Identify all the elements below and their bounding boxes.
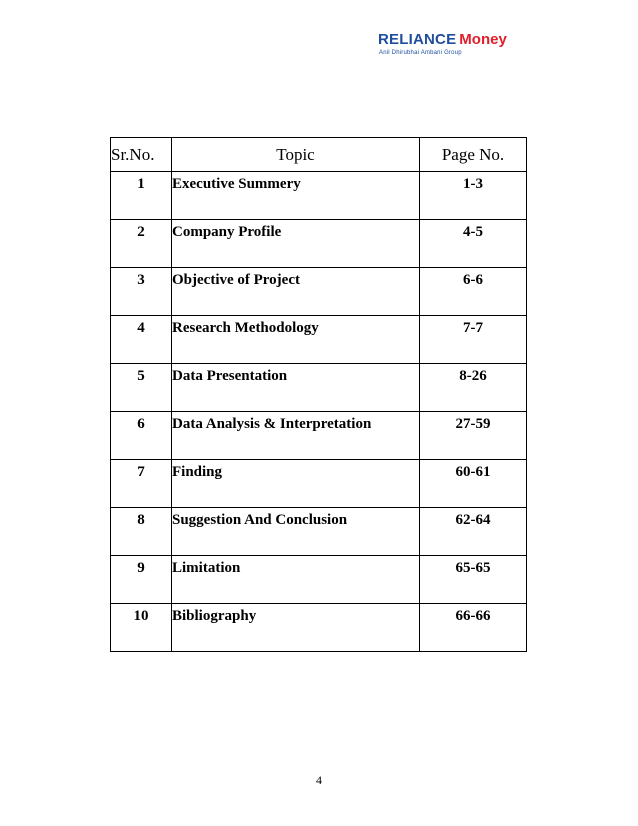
row-topic: Executive Summery [172, 172, 420, 220]
row-sr-no: 6 [111, 412, 172, 460]
table-of-contents [110, 137, 527, 652]
row-sr-no: 8 [111, 508, 172, 556]
table-row [111, 556, 527, 604]
row-sr-no: 7 [111, 460, 172, 508]
row-topic: Research Methodology [172, 316, 420, 364]
reliance-money-logo [378, 31, 528, 61]
row-sr-no: 1 [111, 172, 172, 220]
page-number: 4 [316, 773, 322, 787]
logo-money-text: Money [459, 31, 507, 48]
row-sr-no: 10 [111, 604, 172, 652]
row-page-range: 66-66 [420, 604, 527, 652]
logo-wordmark [378, 31, 507, 49]
row-page-range: 4-5 [420, 220, 527, 268]
row-topic: Company Profile [172, 220, 420, 268]
row-page-range: 65-65 [420, 556, 527, 604]
row-page-range: 6-6 [420, 268, 527, 316]
row-sr-no: 5 [111, 364, 172, 412]
table-row [111, 172, 527, 220]
table-row [111, 508, 527, 556]
table-row [111, 364, 527, 412]
logo-brand-text: RELIANCE [378, 31, 457, 48]
row-topic: Bibliography [172, 604, 420, 652]
row-page-range: 8-26 [420, 364, 527, 412]
table-row [111, 604, 527, 652]
row-topic: Data Presentation [172, 364, 420, 412]
header-sr-no: Sr.No. [111, 138, 172, 172]
row-topic: Objective of Project [172, 268, 420, 316]
row-topic: Suggestion And Conclusion [172, 508, 420, 556]
header-topic: Topic [172, 138, 420, 172]
row-sr-no: 3 [111, 268, 172, 316]
row-page-range: 1-3 [420, 172, 527, 220]
row-page-range: 27-59 [420, 412, 527, 460]
logo-tagline: Anil Dhirubhai Ambani Group [379, 50, 462, 56]
row-sr-no: 9 [111, 556, 172, 604]
header-page-no: Page No. [420, 138, 527, 172]
row-sr-no: 2 [111, 220, 172, 268]
row-topic: Limitation [172, 556, 420, 604]
row-page-range: 60-61 [420, 460, 527, 508]
table-header-row [111, 138, 527, 172]
table-row [111, 220, 527, 268]
row-sr-no: 4 [111, 316, 172, 364]
table-row [111, 268, 527, 316]
table-row [111, 412, 527, 460]
row-page-range: 62-64 [420, 508, 527, 556]
row-topic: Finding [172, 460, 420, 508]
row-topic: Data Analysis & Interpretation [172, 412, 420, 460]
row-page-range: 7-7 [420, 316, 527, 364]
table-row [111, 316, 527, 364]
table-row [111, 460, 527, 508]
